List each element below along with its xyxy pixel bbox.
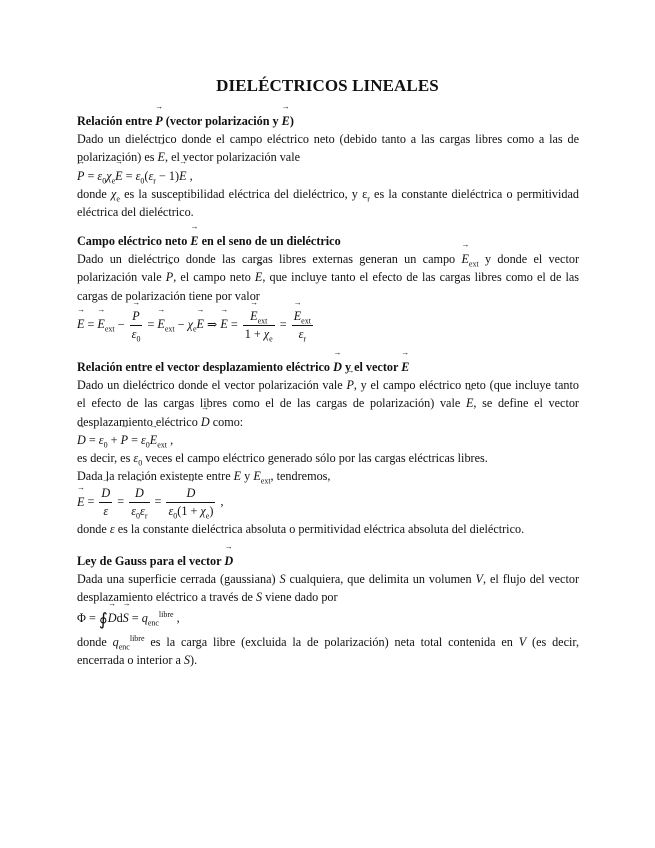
text-run: , y el campo eléctrico neto (que incluye tanto el efecto de las cargas libres como el de las cargas de polarización) vale bbox=[77, 378, 579, 411]
text-run: es la susceptibilidad eléctrica del dieléctrico, y ε bbox=[119, 186, 368, 201]
text-run: e bbox=[111, 176, 116, 186]
math-vector: → D bbox=[224, 552, 233, 570]
text-run: , el flujo del vector desplazamiento eléctrico a través de bbox=[77, 572, 579, 605]
paragraph bbox=[77, 449, 579, 467]
math-vector: → P bbox=[121, 431, 128, 449]
section-net-field bbox=[77, 232, 579, 343]
text-run: es la constante dieléctrica absoluta o permitividad eléctrica absoluta del dieléctrico. bbox=[114, 522, 525, 537]
text-run: Dado un dieléctrico donde las cargas libres externas generan un campo bbox=[77, 252, 462, 267]
text-run: q bbox=[112, 634, 119, 649]
text-run: y bbox=[241, 469, 254, 484]
text-run: , que incluye tanto el efecto de las cargas libres como el de las cargas de polarización tiene por valor bbox=[77, 270, 579, 303]
paragraph bbox=[77, 185, 579, 221]
text-run: r bbox=[144, 511, 148, 521]
text-run: en el seno de un dieléctrico bbox=[198, 234, 341, 248]
text-run: cualquiera, que delimita un volumen bbox=[285, 572, 476, 587]
text-run: es decir, es bbox=[77, 450, 134, 465]
text-run: ). bbox=[190, 652, 198, 667]
text-run: ext bbox=[301, 316, 311, 326]
page-title: DIELÉCTRICOS LINEALES bbox=[216, 76, 439, 95]
text-run: ∮ bbox=[98, 609, 108, 629]
equation-gauss-law: Φ = ∮→ $Dd\to S = q_{enc}^{libre}$ , bbox=[77, 609, 579, 629]
text-run: Dado un dieléctrico donde el vector polarización vale bbox=[77, 378, 347, 393]
equation-displacement: → $D = \varepsilon_0$ + → $P = \varepsilon_0\to E_{ext}$ , bbox=[77, 431, 579, 449]
paragraph bbox=[77, 520, 579, 538]
text-run: Dada una superficie cerrada (gaussiana) bbox=[77, 572, 280, 587]
section-displacement bbox=[77, 358, 579, 538]
paragraph bbox=[77, 633, 579, 669]
text-run: donde bbox=[77, 634, 113, 649]
text-run: Dado un dieléctrico donde el campo eléctrico neto (debido tanto a las cargas libres como a las de polarización) es bbox=[77, 132, 579, 165]
math-vector: → P bbox=[155, 112, 162, 130]
text-run: ε bbox=[131, 504, 137, 519]
text-run: ε bbox=[131, 326, 137, 341]
math-vector: → E bbox=[220, 315, 227, 333]
text-run: Relación entre bbox=[77, 114, 156, 128]
text-run: ε bbox=[97, 168, 103, 183]
math-vector: → E bbox=[179, 167, 186, 185]
text-run: , el vector polarización vale bbox=[165, 150, 301, 165]
section-polarization bbox=[77, 112, 579, 221]
text-run: enc bbox=[118, 642, 130, 652]
text-run: 0 bbox=[138, 458, 143, 468]
text-run: e bbox=[269, 334, 273, 344]
math-vector: → E bbox=[250, 308, 257, 325]
section-gauss-law bbox=[77, 552, 579, 669]
text-run: S bbox=[183, 652, 191, 667]
text-run: χ bbox=[263, 326, 270, 341]
paragraph bbox=[77, 570, 579, 606]
text-run: V bbox=[518, 634, 527, 649]
text-run: E bbox=[233, 469, 242, 484]
math-vector: → P bbox=[346, 376, 353, 394]
text-run: veces el campo eléctrico generado sólo por las cargas eléctricas libres. bbox=[142, 450, 488, 465]
text-run: 0 bbox=[173, 511, 178, 521]
text-run: ext bbox=[260, 476, 271, 486]
text-run: 0 bbox=[102, 176, 107, 186]
math-vector: → P bbox=[166, 268, 173, 286]
text-run: ext bbox=[257, 316, 268, 326]
text-run: libre bbox=[158, 609, 174, 619]
section-heading bbox=[77, 112, 579, 130]
text-run: es la carga libre (excluida la de polarización) neta total contenida en bbox=[144, 634, 519, 649]
math-vector: → E bbox=[77, 315, 84, 333]
text-run: ext bbox=[164, 324, 175, 334]
math-vector: → E bbox=[157, 315, 164, 333]
paragraph bbox=[77, 250, 579, 305]
math-vector: → E bbox=[97, 315, 104, 333]
text-run: ε bbox=[140, 504, 145, 519]
math-vector: → D bbox=[77, 431, 86, 449]
text-run: (es decir, encerrada o interior a bbox=[77, 634, 579, 667]
text-run: Φ bbox=[77, 610, 86, 625]
math-vector: → E bbox=[461, 250, 468, 268]
text-run: χ bbox=[106, 168, 112, 183]
text-run: 0 bbox=[136, 511, 141, 521]
text-run: Relación entre el vector desplazamiento eléctrico bbox=[77, 360, 334, 374]
math-vector: → D bbox=[101, 485, 110, 502]
text-run: r bbox=[303, 334, 307, 344]
math-vector: → E bbox=[190, 232, 198, 250]
text-run: ext bbox=[157, 440, 168, 450]
text-run: , tendremos, bbox=[270, 469, 331, 484]
math-vector: → E bbox=[150, 431, 157, 449]
text-run: 0 bbox=[136, 334, 141, 344]
text-run: ) bbox=[289, 114, 294, 128]
text-run: r bbox=[153, 176, 156, 186]
text-run: ε bbox=[148, 168, 154, 183]
text-run: donde bbox=[77, 522, 110, 537]
math-vector: → D bbox=[187, 485, 196, 502]
text-run: 0 bbox=[103, 440, 108, 450]
text-run: , el campo neto bbox=[173, 270, 255, 285]
text-run: como: bbox=[209, 414, 244, 429]
text-run: S bbox=[279, 572, 286, 587]
text-run: ε bbox=[168, 504, 174, 519]
text-run: y el vector bbox=[341, 360, 402, 374]
text-run: ε bbox=[109, 522, 115, 537]
math-vector: → S bbox=[123, 609, 129, 627]
text-run: y donde el vector polarización vale bbox=[77, 252, 580, 285]
math-vector: → P bbox=[77, 167, 84, 185]
text-run: χ bbox=[200, 504, 206, 519]
section-heading bbox=[77, 358, 579, 376]
text-run: viene dado por bbox=[262, 590, 338, 605]
text-run: 0 bbox=[140, 176, 145, 186]
text-run: libre bbox=[129, 633, 145, 643]
math-vector: → D bbox=[135, 485, 144, 502]
text-run: 0 bbox=[145, 440, 150, 450]
text-run: S bbox=[256, 590, 263, 605]
text-run: e bbox=[116, 194, 120, 204]
paragraph bbox=[77, 130, 579, 166]
math-vector: → E bbox=[158, 148, 165, 166]
text-run: q bbox=[141, 610, 148, 625]
text-run: Dada la relación existente entre bbox=[77, 469, 234, 484]
equation-net-field: → E = → $E_{ext}$ − → $\frac{P}{\varepsilon_0}$ = → $E_{ext} - \chi_e\to E$ ⇒ → E = → $\frac{E_{ext}}{1 + \chi_e}$ = → $\frac{E_{ext}}{\varepsilon_r}$ bbox=[77, 308, 579, 343]
math-vector: → E bbox=[115, 167, 122, 185]
text-run: e bbox=[205, 511, 210, 521]
math-vector: → D bbox=[333, 358, 342, 376]
math-vector: → E bbox=[401, 358, 409, 376]
math-vector: → E bbox=[77, 493, 84, 511]
text-run: ext bbox=[468, 259, 479, 269]
math-vector: → P bbox=[132, 308, 139, 325]
math-vector: → E bbox=[466, 394, 473, 412]
text-run: χ bbox=[187, 317, 193, 332]
text-run: es la constante dieléctrica o permitividad eléctrica del dieléctrico. bbox=[77, 186, 579, 219]
math-vector: → E bbox=[197, 315, 204, 333]
math-vector: → E bbox=[255, 268, 262, 286]
equation-field-displacement: → E = → $\frac{D}{\varepsilon}$ = → $\frac{D}{\varepsilon_0\varepsilon_r}$ = → $\frac{D}{\varepsilon_0(1 + \chi_e)}$ , bbox=[77, 485, 579, 520]
text-run: , se define el vector desplazamiento eléctrico bbox=[77, 396, 579, 429]
text-run: e bbox=[192, 324, 197, 334]
text-run: ext bbox=[104, 324, 115, 334]
text-run: ε bbox=[98, 432, 104, 447]
text-run: ε bbox=[103, 504, 109, 519]
section-heading bbox=[77, 232, 579, 250]
text-run: ε bbox=[140, 432, 146, 447]
text-run: V bbox=[475, 572, 483, 587]
section-heading bbox=[77, 552, 579, 570]
text-run: r bbox=[367, 194, 370, 204]
text-run: Campo eléctrico neto bbox=[77, 234, 191, 248]
math-vector: → E bbox=[282, 112, 290, 130]
math-vector: → D bbox=[108, 609, 117, 627]
text-run: enc bbox=[147, 618, 159, 628]
text-run: χ bbox=[110, 186, 117, 201]
text-run: d bbox=[116, 610, 123, 625]
text-run: (vector polarización y bbox=[162, 114, 282, 128]
text-run: E bbox=[253, 469, 261, 484]
math-vector: → D bbox=[201, 413, 210, 431]
text-run: ε bbox=[298, 326, 304, 341]
text-run: ε bbox=[135, 168, 141, 183]
text-run: donde bbox=[77, 186, 111, 201]
paragraph bbox=[77, 467, 579, 485]
text-run: Ley de Gauss para el vector bbox=[77, 554, 225, 568]
text-run: ε bbox=[133, 450, 139, 465]
math-vector: → E bbox=[294, 308, 301, 325]
equation-polarization: → $P = \varepsilon_0\chi_e\to E = \varepsilon_0(\varepsilon_r - 1)\to E$ , bbox=[77, 167, 579, 185]
